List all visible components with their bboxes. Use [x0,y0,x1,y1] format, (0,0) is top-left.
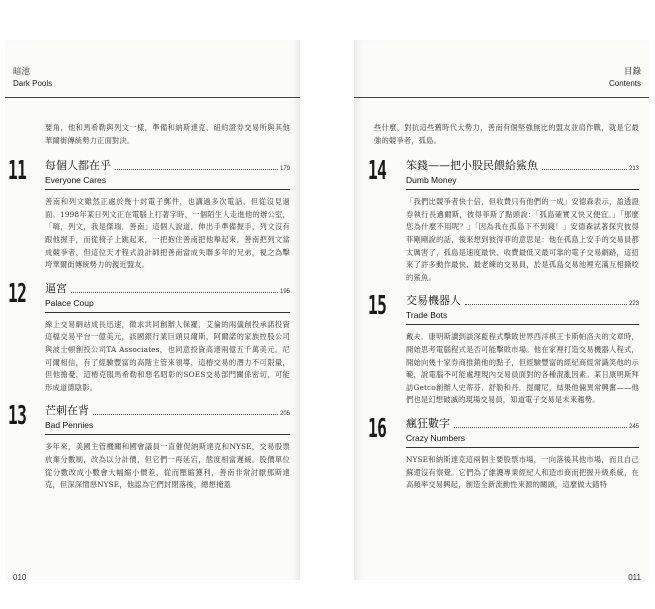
toc-entry-15 [368,291,639,407]
chapter-title-row [406,294,639,308]
page-number-right: 011 [628,573,641,582]
chapter-summary: 善南和列文雖然正處於幾十封電子郵件，也講過多次電話，但從沒見過面。1998年某日列文正在電腦上打著字時，一個陌生人走進他的辦公室，「嗨，列文，我是傑瑞．善南」這個人說道，伸出手準備握手，列文沒有跟他握手，而從椅子上跳起來，一把抱住善南把他舉起來。善南把列文當成競爭者，但這位天才程式設計師把善南當成失聯多年的兄弟，視之為擊垮華爾街傳統勢力的親近盟友。 [45,197,290,270]
header-title-en: Dark Pools [13,79,53,88]
running-header-right [609,66,641,90]
toc-entry-12 [8,278,290,395]
dot-leader [465,304,627,305]
chapter-page-number: 205 [279,411,290,418]
chapter-summary: 「我們比競爭者快十倍，但收費只有他們的一成」安德森表示，盈透證券執行長邁爾斯，彼得菲斯了點頭說：「孤島確實又快又便宜。」「那麼您為什麼不用呢？」「因為我在孤島下不到錢！」安德森試著探究彼得菲剛剛說的話，後來想到彼得菲的意思是：他在孤島上安手的交易員都太厲害了，孤島是速度最快、收費最低又最可靠的電子交易網路，這招來了許多動作最快、最老練的交易員，於是孤島交易池裡充滿互相撕咬的鯊魚。 [406,197,639,282]
chapter-title-zh: 交易機器人 [406,294,461,308]
chapter-title-zh: 瘋狂數字 [406,416,450,430]
dot-leader [93,414,278,415]
chapter-summary: 多年來，美國主管機關和國會議員一直催促納斯達克和NYSE，交易股票放棄分數制，改為以分計價，但它們一再延宕，態度相當遲緩。股價單位從分數改成小數會大幅縮小價差，從而壓縮獲利，善南非常討厭那斯達克，但深深憎惡NYSE，他認為它們封閉落後，總想掩蓋 [45,442,290,490]
chapter-number: 15 [368,291,387,322]
chapter-number: 16 [368,413,387,444]
toc-entry-13 [8,401,290,491]
toc-entry-14 [368,156,639,284]
chapter-title-zh: 芒刺在背 [45,404,89,418]
toc-content-left [8,122,290,502]
chapter-title-row [45,159,290,173]
right-page [354,40,649,580]
chapter-number: 11 [8,156,27,187]
toc-content-right [368,122,639,502]
chapter-number: 14 [368,156,387,187]
header-title-zh: 目錄 [623,67,641,77]
toc-entry-16 [368,413,639,492]
continued-paragraph: 要角，他和馬希勒與列文一樣，準備和納斯達克、紐約證券交易所與其他華爾街傳統勢力正面對決。 [45,123,290,145]
chapter-number: 12 [8,278,27,309]
chapter-title-en: Crazy Numbers [406,433,639,448]
chapter-title-row [45,404,290,418]
header-rule [5,97,300,98]
chapter-page-number: 179 [279,166,290,173]
chapter-summary: NYSE和納斯達克這兩個主要股票市場，一向落後其他市場，而且自己蘇還沒有察覺。它們為了維護專業經紀人和造市商而把握升級系統，在高頻率交易興起，創造全新流動性來源的關頭，這麼做大錯特 [406,454,639,490]
chapter-title-row [406,159,639,173]
chapter-title-zh: 笨錢——把小股民餵給鯊魚 [406,159,538,173]
dot-leader [115,169,278,170]
chapter-title-zh: 每個人都在乎 [45,159,111,173]
chapter-page-number: 195 [279,288,290,295]
chapter-summary: 戴夫．康明斯讀到談深藍程式擊敗世界西洋棋王卡斯帕洛夫的文章時，開始思考電腦程式是否可能擊敗市場。他在家裡打造交易機器人程式，開始向幾十家券商推銷他的點子，但經驗豐富的經紀商經常識笑他的示範，說電腦不可能處理現內交易員面對的各種混亂因素。某日康明斯拜訪Getco創辦人史蒂芬．舒勒和丹．提爾尼，結果他倆異常興奮——他們也是幻想破滅的現場交易員，知道電子交易是未來趨勢。 [406,332,639,405]
chapter-summary: 線上交易網站成長迅速，徵求共同創辦人保羅．艾倫的兩儀創投承諾投資這檔交易平台一億美元，該國銀行業巨頭貝爾斯，阿爾諾的家族控股公司與波士頓創投公司TA Associates，也同意投資高達兩億五千萬美元。尼可爾相信，有了經驗豐富的高階主管來領導，這樁交易的潛力不可限量，但他擔憂，這樁克服馬希勒和惡名昭彰的SOES交易部門關係密切，可能形成道德陰影。 [45,319,290,392]
chapter-page-number: 245 [628,423,639,430]
header-title-en: Contents [608,79,641,88]
dot-leader [542,169,627,170]
chapter-title-row [45,282,290,296]
chapter-title-en: Trade Bots [406,310,639,325]
toc-entry-11 [8,156,290,272]
running-header-left [13,66,52,90]
page-number-left: 010 [13,573,27,582]
left-page [5,40,300,580]
chapter-title-zh: 逼宮 [45,281,67,295]
chapter-title-row [406,417,639,431]
chapter-page-number: 223 [628,301,639,308]
chapter-title-en: Palace Coup [45,298,290,313]
header-rule [354,97,649,98]
chapter-title-en: Bad Pennies [45,420,290,435]
chapter-page-number: 213 [628,166,639,173]
chapter-title-en: Dumb Money [406,175,639,190]
continued-paragraph: 些什麼，對抗這些舊時代大勢力，善南有個堅強無比的盟友並肩作戰，就是它最強的競爭者，孤島。 [374,123,639,145]
dot-leader [454,427,627,428]
dot-leader [71,292,278,293]
chapter-number: 13 [8,401,27,432]
header-title-zh: 暗池 [13,67,31,77]
chapter-title-en: Everyone Cares [45,175,290,190]
